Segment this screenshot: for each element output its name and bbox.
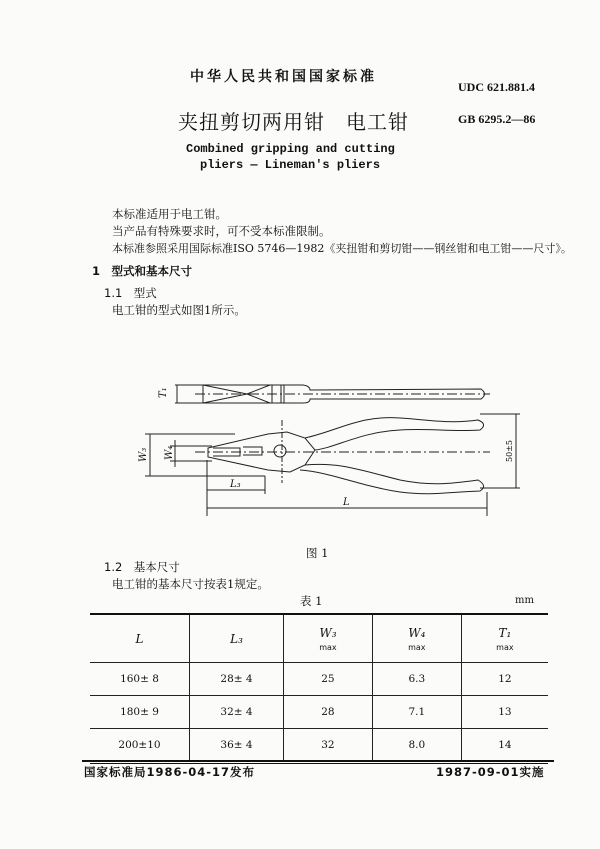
header-cell: W₃ max <box>284 614 373 663</box>
section-1-2-text: 电工钳的基本尺寸按表1规定。 <box>112 577 269 591</box>
national-standard-heading: 中华人民共和国国家标准 <box>190 69 377 85</box>
table-row <box>90 729 548 763</box>
table-header-row <box>90 614 548 663</box>
gb-code: GB 6295.2—86 <box>458 112 536 126</box>
cell: 28 <box>284 696 373 729</box>
cell: 200±10 <box>90 729 190 763</box>
header-cell: L₃ <box>190 614 284 663</box>
udc-code: UDC 621.881.4 <box>458 80 535 94</box>
section-1-1-text: 电工钳的型式如图1所示。 <box>112 303 246 317</box>
cell: 36± 4 <box>190 729 284 763</box>
l-label: L <box>343 497 350 508</box>
cell: 160± 8 <box>90 663 190 696</box>
footer-rule <box>82 760 554 762</box>
header-cell: W₄ max <box>372 614 461 663</box>
table-unit: mm <box>515 595 534 606</box>
cell: 8.0 <box>372 729 461 763</box>
height-label: 50±5 <box>505 440 514 462</box>
table-row <box>90 663 548 696</box>
header-cell: T₁ max <box>461 614 548 663</box>
document-title: 夹扭剪切两用钳 电工钳 <box>178 110 409 134</box>
l3-label: L₃ <box>230 479 241 490</box>
english-title-line2: pliers — Lineman's pliers <box>200 158 381 172</box>
table-row <box>90 696 548 729</box>
cell: 6.3 <box>372 663 461 696</box>
cell: 7.1 <box>372 696 461 729</box>
section-1-heading: 1 型式和基本尺寸 <box>92 264 193 278</box>
cell: 25 <box>284 663 373 696</box>
w4-label: W₄ <box>164 445 175 460</box>
cell: 12 <box>461 663 548 696</box>
issue-date: 国家标准局1986-04-17发布 <box>84 765 256 779</box>
intro-line: 本标准适用于电工钳。 <box>112 207 227 221</box>
t1-label: T₁ <box>158 387 169 398</box>
cell: 14 <box>461 729 548 763</box>
cell: 32 <box>284 729 373 763</box>
cell: 32± 4 <box>190 696 284 729</box>
cell: 180± 9 <box>90 696 190 729</box>
effective-date: 1987-09-01实施 <box>436 765 545 779</box>
intro-line: 本标准参照采用国际标准ISO 5746—1982《夹扭钳和剪切钳——钢丝钳和电工钳——尺寸》。 <box>112 242 572 255</box>
section-1-1-heading: 1.1 型式 <box>104 286 157 300</box>
header-cell: L <box>90 614 190 663</box>
english-title-line1: Combined gripping and cutting <box>186 142 395 156</box>
figure-caption: 图 1 <box>306 546 329 560</box>
w3-label: W₃ <box>138 447 149 462</box>
dimensions-table <box>90 613 548 764</box>
intro-line: 当产品有特殊要求时，可不受本标准限制。 <box>112 224 331 238</box>
cell: 13 <box>461 696 548 729</box>
section-1-2-heading: 1.2 基本尺寸 <box>104 560 180 574</box>
cell: 28± 4 <box>190 663 284 696</box>
table-caption: 表 1 <box>300 594 323 608</box>
